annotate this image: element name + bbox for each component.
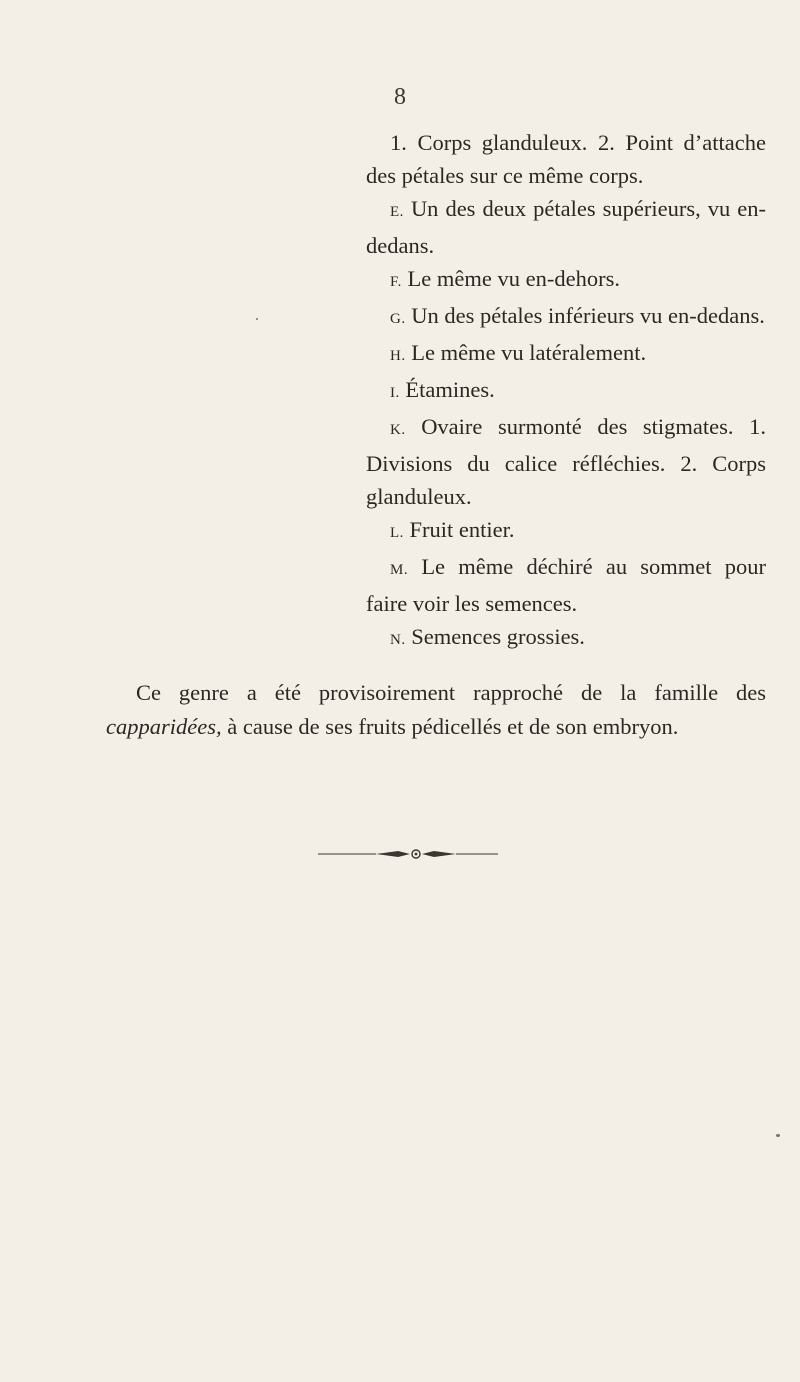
page-number: 8 xyxy=(394,84,406,110)
legend-text: Ovaire surmonté des stigmates. 1. Divisions du calice réfléchies. 2. Corps glanduleux. xyxy=(366,414,766,509)
legend-entry xyxy=(366,192,766,262)
legend-entry xyxy=(366,262,766,299)
legend-letter: L. xyxy=(390,525,404,541)
legend-letter: F. xyxy=(390,274,402,290)
legend-text: Semences grossies. xyxy=(411,624,585,649)
paper-speck xyxy=(256,318,258,320)
body-tail: à cause de ses fruits pédicellés et de son embryon. xyxy=(227,714,679,739)
legend-entry xyxy=(366,126,766,192)
legend-text: Étamines. xyxy=(405,377,495,402)
legend-entry xyxy=(366,410,766,513)
legend-entry xyxy=(366,550,766,620)
legend-text: Un des deux pétales supérieurs, vu en-dedans. xyxy=(366,196,767,258)
body-lead: Ce genre a été provisoirement rapproché de la famille des xyxy=(136,680,766,705)
legend-entry xyxy=(366,299,766,336)
legend-letter: K. xyxy=(390,422,406,438)
legend-entry xyxy=(366,336,766,373)
legend-text: Le même vu latéralement. xyxy=(411,340,647,365)
legend-letter: I. xyxy=(390,385,400,401)
legend-text: Le même vu en-dehors. xyxy=(407,266,620,291)
legend-letter: N. xyxy=(390,632,406,648)
paper-speck xyxy=(776,1134,780,1137)
legend-text: Le même déchiré au sommet pour faire voir les semences. xyxy=(366,554,767,616)
legend-text: 1. Corps glanduleux. 2. Point d’attache des pétales sur ce même corps. xyxy=(366,130,766,188)
legend-text: Un des pétales inférieurs vu en-dedans. xyxy=(411,303,765,328)
legend-entry xyxy=(366,513,766,550)
legend-entry xyxy=(366,620,766,657)
legend-letter: G. xyxy=(390,311,406,327)
legend-entry xyxy=(366,373,766,410)
body-paragraph-block xyxy=(106,676,766,744)
tailpiece-ornament-icon xyxy=(318,846,498,862)
plate-legend xyxy=(366,126,766,657)
legend-letter: E. xyxy=(390,204,404,220)
legend-text: Fruit entier. xyxy=(409,517,515,542)
legend-letter: M. xyxy=(390,562,409,578)
family-name-italic: capparidées, xyxy=(106,714,222,739)
body-paragraph xyxy=(106,676,766,744)
legend-letter: H. xyxy=(390,348,406,364)
